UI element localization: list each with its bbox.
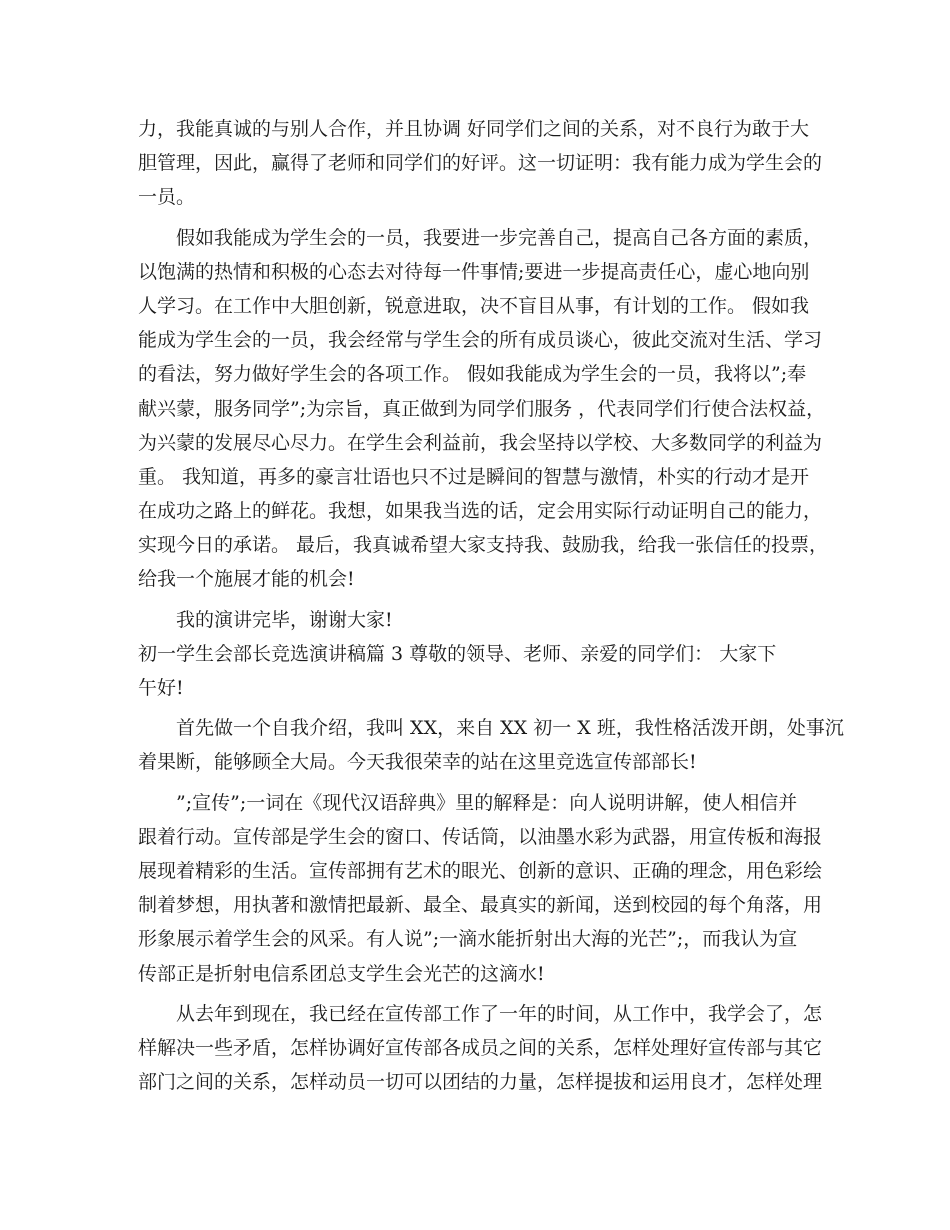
- text-line: 的看法，努力做好学生会的各项工作。 假如我能成为学生会的一员，我将以”;奉: [138, 363, 807, 386]
- text-line: 实现今日的承诺。 最后，我真诚希望大家支持我、鼓励我，给我一张信任的投票，: [138, 534, 829, 557]
- text-line: 初一学生会部长竞选演讲稿篇 3 尊敬的领导、老师、亲爱的同学们： 大家下: [138, 642, 777, 665]
- text-line: 人学习。在工作中大胆创新，锐意进取，决不盲目从事，有计划的工作。 假如我: [138, 294, 810, 317]
- text-line: 假如我能成为学生会的一员，我要进一步完善自己，提高自己各方面的素质，: [176, 226, 823, 249]
- text-line: 给我一个施展才能的机会!: [138, 568, 355, 591]
- text-line: 从去年到现在，我已经在宣传部工作了一年的时间，从工作中，我学会了，怎: [176, 1002, 823, 1025]
- text-line: 着果断，能够顾全大局。今天我很荣幸的站在这里竞选宣传部部长!: [138, 751, 697, 774]
- text-line: 首先做一个自我介绍，我叫 XX，来自 XX 初一 X 班，我性格活泼开朗，处事沉: [176, 717, 844, 740]
- text-line: 力，我能真诚的与别人合作，并且协调 好同学们之间的关系，对不良行为敢于大: [138, 118, 810, 140]
- text-line: 样解决一些矛盾，怎样协调好宣传部各成员之间的关系，怎样处理好宣传部与其它: [138, 1036, 823, 1059]
- text-line: 一员。: [138, 186, 196, 209]
- text-line: 制着梦想，用执著和激情把最新、最全、最真实的新闻，送到校园的每个角落，用: [138, 894, 823, 917]
- text-line: 午好!: [138, 677, 184, 699]
- text-line: 部门之间的关系，怎样动员一切可以团结的力量，怎样提拔和运用良才，怎样处理: [138, 1071, 823, 1094]
- text-line: 展现着精彩的生活。宣传部拥有艺术的眼光、创新的意识、正确的理念，用色彩绘: [138, 859, 823, 882]
- text-line: 跟着行动。宣传部是学生会的窗口、传话筒，以油墨水彩为武器，用宣传板和海报: [138, 825, 823, 848]
- text-line: 能成为学生会的一员，我会经常与学生会的所有成员谈心，彼此交流对生活、学习: [138, 329, 823, 352]
- text-line: 重。 我知道，再多的豪言壮语也只不过是瞬间的智慧与激情，朴实的行动才是开: [138, 465, 810, 488]
- text-line: 传部正是折射电信系团总支学生会光芒的这滴水!: [138, 962, 545, 985]
- text-line: 为兴蒙的发展尽心尽力。在学生会利益前，我会坚持以学校、大多数同学的利益为: [138, 431, 823, 454]
- text-line: 我的演讲完毕，谢谢大家!: [176, 608, 393, 631]
- document-body: [138, 112, 844, 1099]
- text-line: 胆管理，因此，赢得了老师和同学们的好评。这一切证明：我有能力成为学生会的: [138, 152, 823, 175]
- text-line: 形象展示着学生会的风采。有人说”;一滴水能折射出大海的光芒”;，而我认为宣: [138, 928, 798, 951]
- text-line: 在成功之路上的鲜花。我想，如果我当选的话，定会用实际行动证明自己的能力，: [138, 500, 823, 523]
- text-line: 以饱满的热情和积极的心态去对待每一件事情;要进一步提高责任心，虚心地向别: [138, 260, 810, 283]
- text-line: ”;宣传”;一词在《现代汉语辞典》里的解释是：向人说明讲解，使人相信并: [176, 791, 798, 814]
- text-line: 献兴蒙，服务同学”;为宗旨，真正做到为同学们服务 ，代表同学们行使合法权益，: [138, 397, 826, 420]
